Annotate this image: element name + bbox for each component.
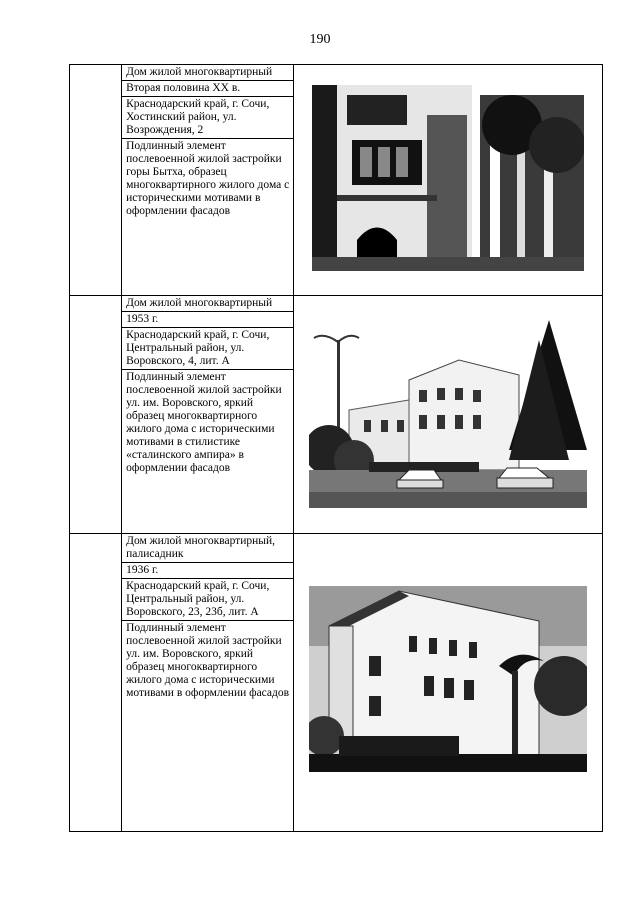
photo-cell [294, 534, 603, 832]
building-photo [309, 586, 587, 772]
photo-cell [294, 65, 603, 296]
building-photo [312, 85, 584, 271]
info-cell [122, 534, 294, 832]
object-date: Вторая половина XX в. [122, 81, 293, 97]
photo-cell [294, 296, 603, 534]
info-cell [122, 65, 294, 296]
object-date: 1953 г. [122, 312, 293, 328]
object-address: Краснодарский край, г. Сочи, Центральный район, ул. Воровского, 23, 23б, лит. А [122, 579, 293, 621]
page-number: 190 [309, 32, 331, 47]
index-cell [70, 296, 122, 534]
index-cell [70, 65, 122, 296]
table-row [70, 534, 603, 832]
index-cell [70, 534, 122, 832]
info-cell [122, 296, 294, 534]
object-name: Дом жилой многоквартирный [122, 296, 293, 312]
heritage-register-table [69, 64, 603, 832]
building-photo [309, 320, 587, 508]
table-row [70, 296, 603, 534]
object-description: Подлинный элемент послевоенной жилой застройки горы Бытха, образец многоквартирного жилого дома с историческими мотивами в оформлении фасадов [126, 140, 290, 217]
object-name: Дом жилой многоквартирный [122, 65, 293, 81]
object-description: Подлинный элемент послевоенной жилой застройки ул. им. Воровского, яркий образец многоквартирного жилого дома с историческими мотивами в оформлении фасадов [126, 622, 290, 699]
object-description: Подлинный элемент послевоенной жилой застройки ул. им. Воровского, яркий образец многоквартирного жилого дома с историческими мотивами в стилистике «сталинского ампира» в оформлении фасадов [126, 371, 282, 474]
object-name: Дом жилой многоквартирный, палисадник [122, 534, 293, 563]
object-address: Краснодарский край, г. Сочи, Хостинский район, ул. Возрождения, 2 [122, 97, 293, 139]
object-address: Краснодарский край, г. Сочи, Центральный район, ул. Воровского, 4, лит. А [122, 328, 293, 370]
table-row [70, 65, 603, 296]
object-date: 1936 г. [122, 563, 293, 579]
